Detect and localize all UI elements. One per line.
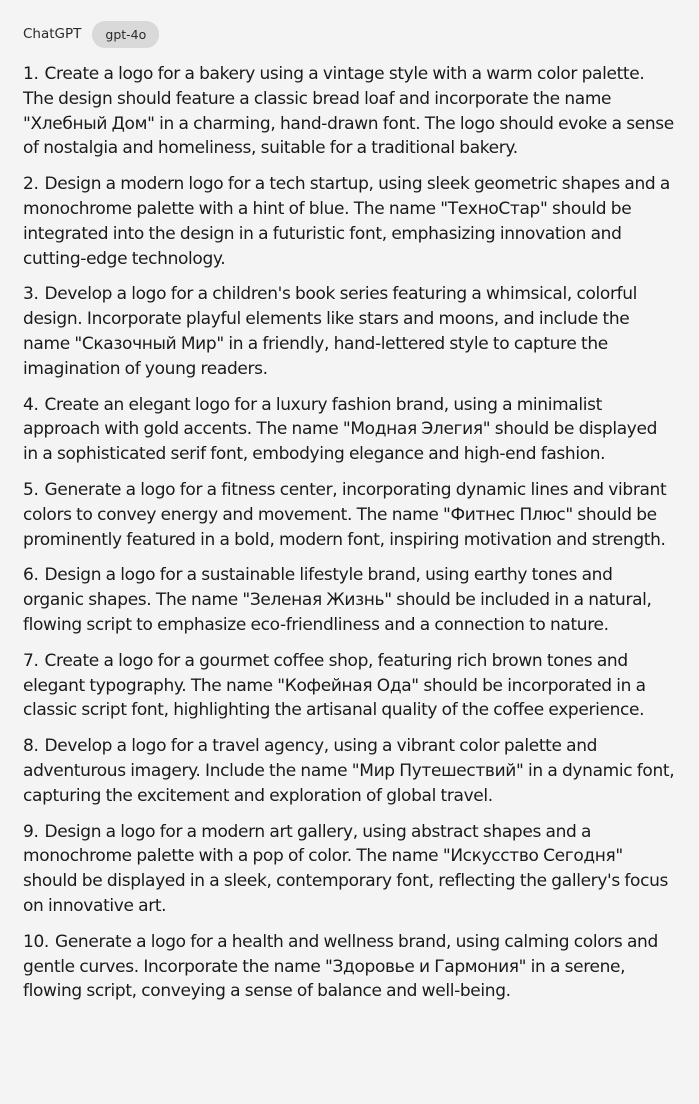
- item-text: Create a logo for a bakery using a vintage style with a warm color palette. The design should feature a classic bread loaf and incorporate the name "Хлебный Дом" in a charming, hand-drawn font. The logo should evoke a sense of nostalgia and homeliness, suitable for a traditional bakery.: [23, 64, 674, 159]
- item-text: Design a logo for a sustainable lifestyle brand, using earthy tones and organic shapes. The name "Зеленая Жизнь" should be included in a natural, flowing script to emphasize eco-friendliness and a connection to nature.: [23, 565, 652, 635]
- item-number: 4.: [23, 394, 39, 415]
- item-number: 7.: [23, 650, 39, 671]
- prompt-list: [23, 62, 675, 1004]
- list-item: [23, 393, 675, 467]
- item-number: 1.: [23, 64, 39, 84]
- item-text: Design a logo for a modern art gallery, using abstract shapes and a monochrome palette with a pop of color. The name "Искусство Сегодня" should be displayed in a sleek, contemporary font, reflecting the gallery's focus on innovative art.: [23, 821, 669, 916]
- list-item: [23, 649, 675, 723]
- item-number: 8.: [23, 736, 39, 757]
- item-text: Develop a logo for a children's book series featuring a whimsical, colorful design. Incorporate playful elements like stars and moons, and include the name "Сказочный Мир" in a friendly, hand-lettered style to capture the imagination of young readers.: [23, 284, 638, 379]
- list-item: [23, 734, 675, 808]
- list-item: [23, 820, 675, 919]
- model-badge[interactable]: gpt-4o: [92, 21, 159, 48]
- list-item: [23, 563, 675, 637]
- item-number: 5.: [23, 479, 39, 500]
- item-number: 9.: [23, 821, 39, 842]
- item-text: Generate a logo for a health and wellness brand, using calming colors and gentle curves. Incorporate the name "Здоровье и Гармония" in a serene, flowing script, conveying a sense of balance and well-being.: [23, 931, 658, 1002]
- list-item: [23, 478, 675, 552]
- list-item: [23, 62, 675, 161]
- item-number: 2.: [23, 174, 39, 195]
- item-number: 3.: [23, 284, 39, 305]
- item-text: Create a logo for a gourmet coffee shop, featuring rich brown tones and elegant typography. The name "Кофейная Ода" should be incorporated in a classic script font, highlighting the artisanal quality of the coffee experience.: [23, 650, 646, 721]
- item-number: 6.: [23, 565, 39, 586]
- item-number: 10.: [23, 931, 49, 952]
- app-name: ChatGPT: [23, 26, 82, 42]
- item-text: Develop a logo for a travel agency, using a vibrant color palette and adventurous imagery. Include the name "Мир Путешествий" in a dynamic font, capturing the excitement and exploration of global travel.: [23, 736, 675, 806]
- list-item: [23, 282, 675, 381]
- list-item: [23, 930, 675, 1004]
- item-text: Design a modern logo for a tech startup, using sleek geometric shapes and a monochrome palette with a hint of blue. The name "ТехноСтар" should be integrated into the design in a futuristic font, emphasizing innovation and cutting-edge technology.: [23, 174, 670, 269]
- item-text: Create an elegant logo for a luxury fashion brand, using a minimalist approach with gold accents. The name "Модная Элегия" should be displayed in a sophisticated serif font, embodying elegance and high-end fashion.: [23, 394, 658, 465]
- item-text: Generate a logo for a fitness center, incorporating dynamic lines and vibrant colors to convey energy and movement. The name "Фитнес Плюс" should be prominently featured in a bold, modern font, inspiring motivation and strength.: [23, 479, 667, 550]
- list-item: [23, 172, 675, 271]
- message-header: [23, 20, 675, 48]
